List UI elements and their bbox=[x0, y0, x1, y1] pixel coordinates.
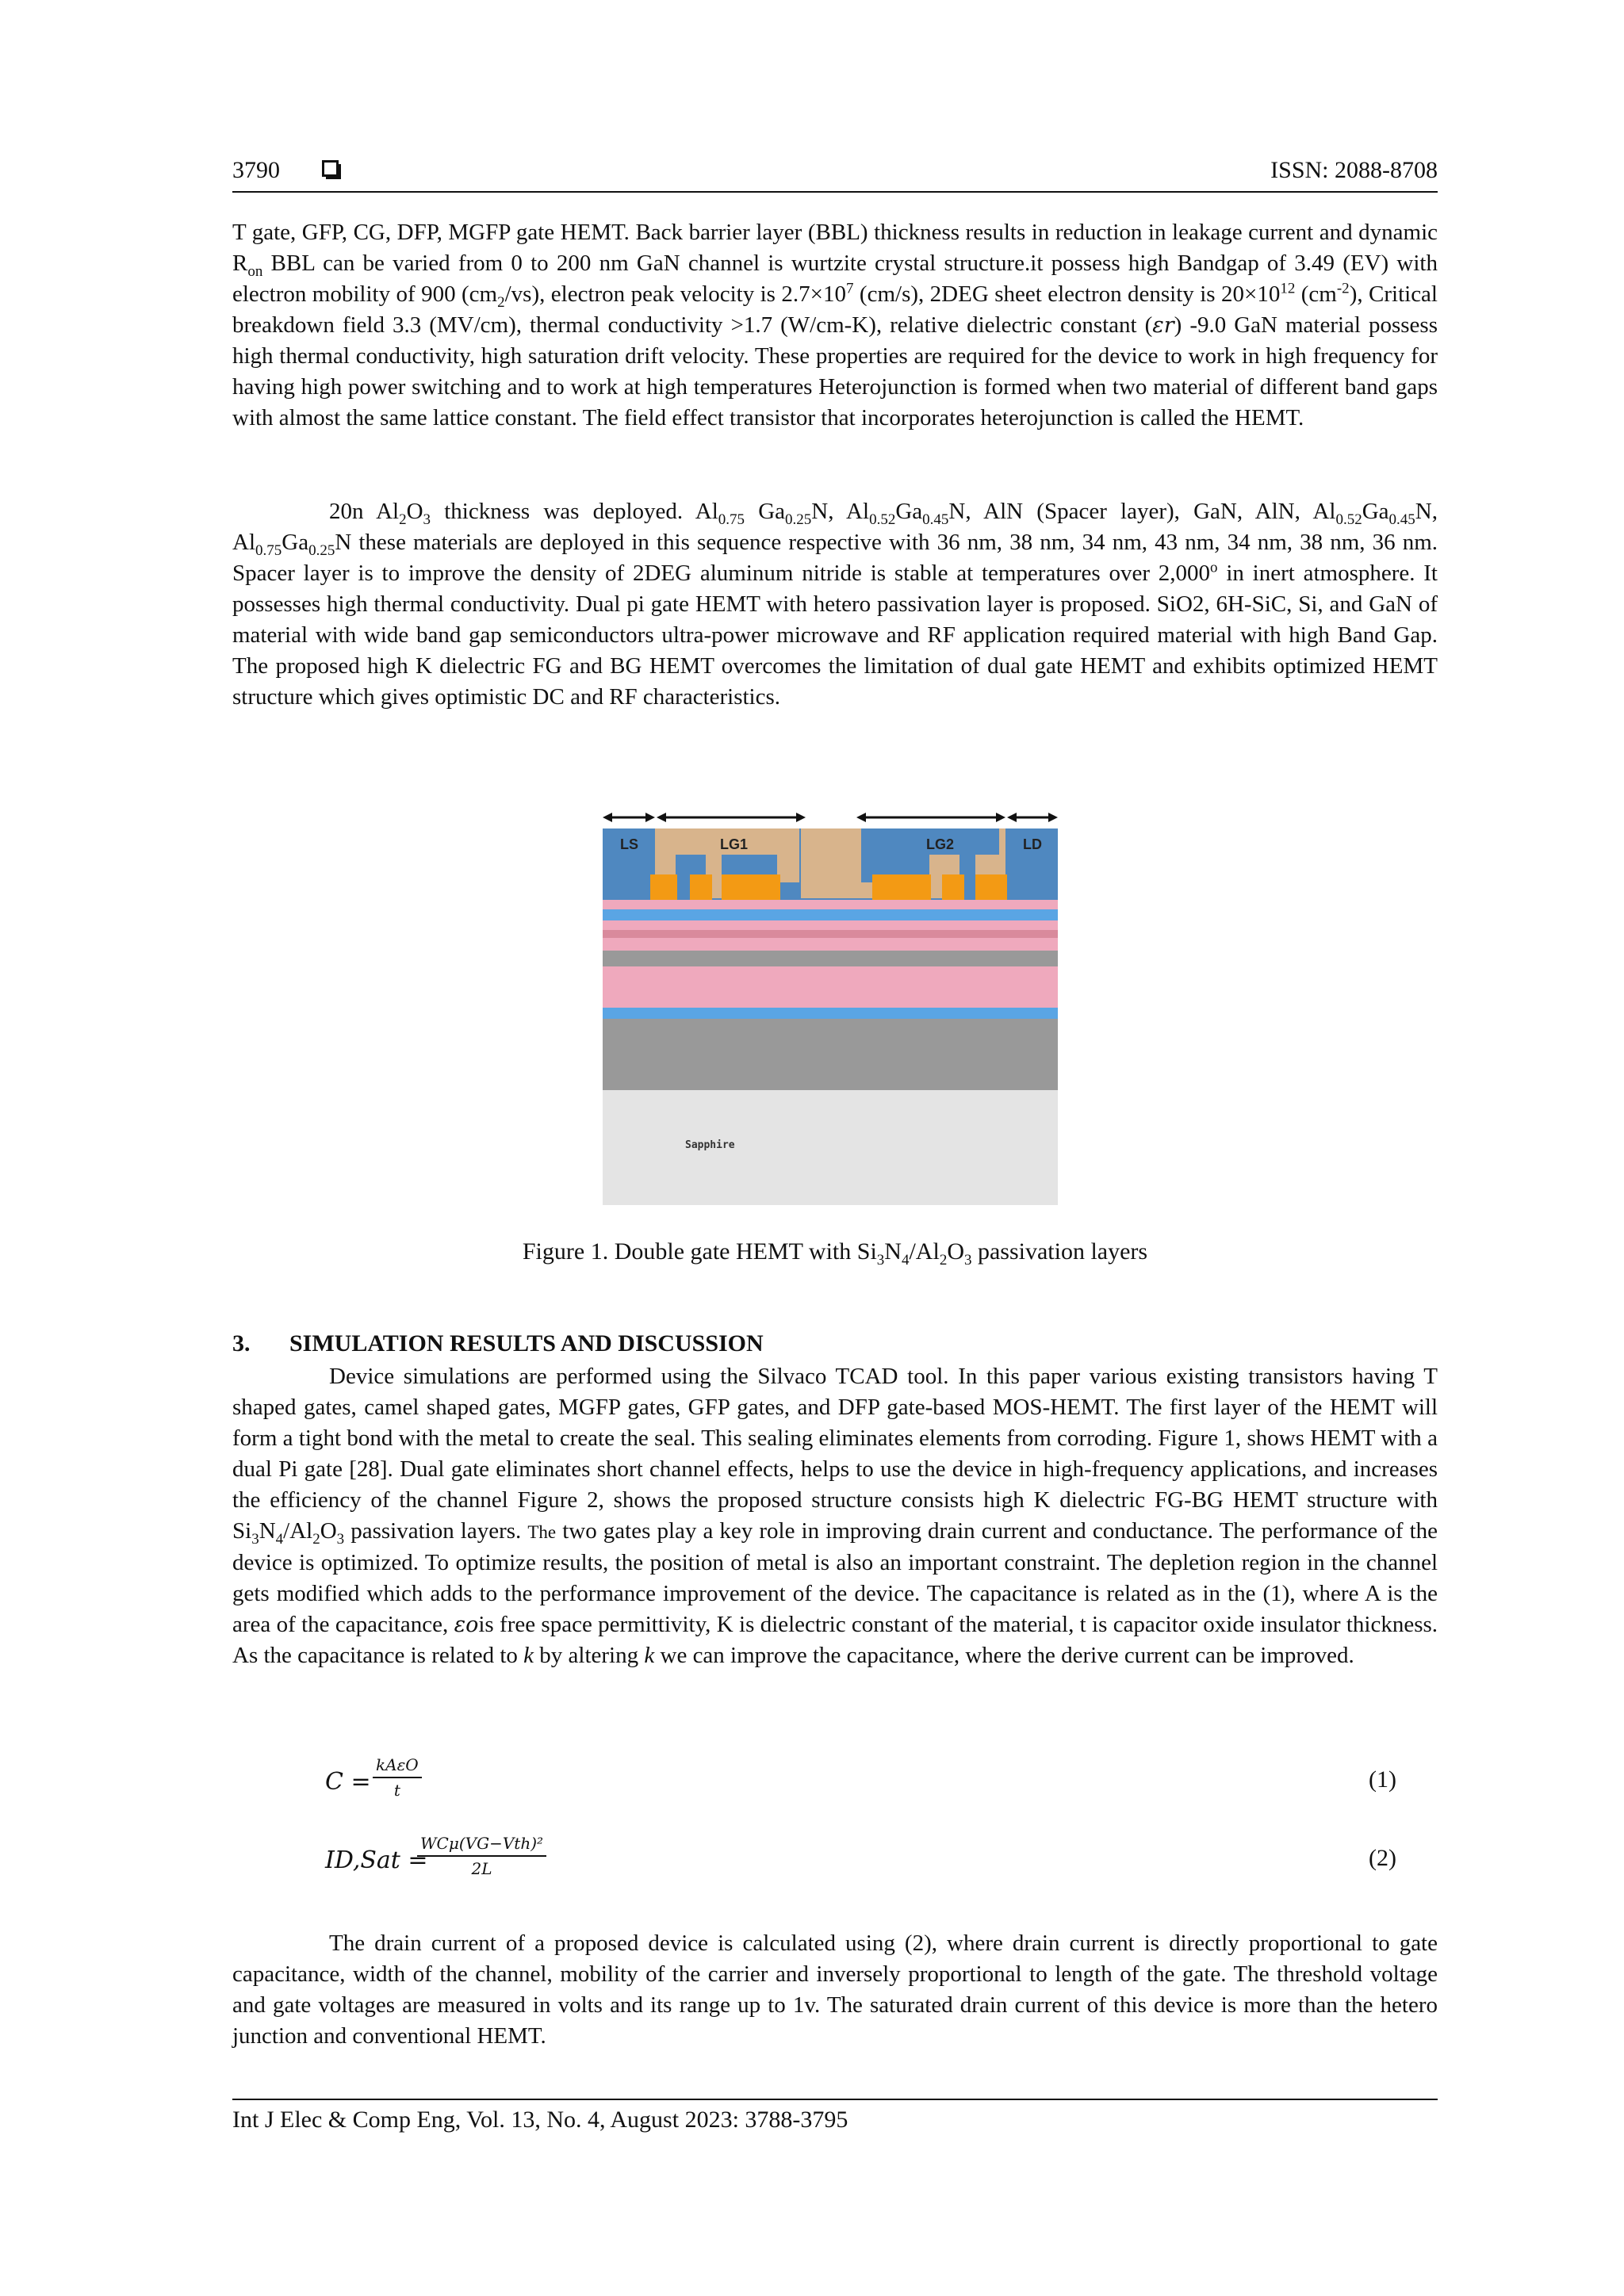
eq2-fraction bbox=[417, 1834, 546, 1878]
label-lg1: LG1 bbox=[720, 836, 749, 852]
layer-gray-1 bbox=[603, 951, 1058, 966]
equation-1 bbox=[325, 1755, 1438, 1811]
gate2-foot-mid bbox=[942, 874, 964, 901]
paragraph-intro: T gate, GFP, CG, DFP, MGFP gate HEMT. Back barrier layer (BBL) thickness results in reduction in leakage current and dynamic $R_{on}$ BBL can be varied from 0 to 200 nm GaN channel is wurtzite crystal structure.it possess high Bandgap of 3.49 (EV) with electron mobility of 900 $(cm_2/vs)$, electron peak velocity is $2.7\times 10^7$ (cm/s), 2DEG sheet electron density is $20\times 10^{12}$ $(cm^{-2})$, Critical breakdown field 3.3 (MV/cm), thermal conductivity >1.7 (W/cm-K), relative dielectric constant (εr) -9.0 GaN material possess high thermal conductivity, high saturation drift velocity. These properties are required for the device to work in high frequency for having high power switching and to work at high temperatures Heterojunction is formed when two material of different band gaps with almost the same lattice constant. The field effect transistor that incorporates heterojunction is called the HEMT. bbox=[232, 220, 1438, 430]
layer-blue-1 bbox=[603, 909, 1058, 920]
hemt-structure-figure bbox=[603, 811, 1058, 1205]
layer-pink-3 bbox=[603, 938, 1058, 951]
eq1-lhs: C = bbox=[325, 1768, 371, 1796]
figure-caption: Figure 1. Double gate HEMT with $Si_3N_4/Al_2O_3$ passivation layers bbox=[522, 1238, 1148, 1269]
section-number: 3. bbox=[232, 1330, 251, 1357]
label-ls: LS bbox=[620, 836, 639, 852]
label-sapphire: Sapphire bbox=[685, 1139, 735, 1151]
epsilon-r-symbol: εr bbox=[1152, 313, 1174, 338]
layer-gray-buffer bbox=[603, 1019, 1058, 1090]
layer-pink-1 bbox=[603, 900, 1058, 909]
paragraph-drain-current: The drain current of a proposed device is calculated using (2), where drain current is directly proportional to gate capacitance, width of the channel, mobility of the carrier and inversely proportional to length of the gate. The threshold voltage and gate voltages are measured in volts and its range up to 1v. The saturated drain current of this device is more than the hetero junction and conventional HEMT. bbox=[232, 1931, 1438, 2049]
layer-pink-2 bbox=[603, 920, 1058, 930]
issn-label: ISSN: 2088-8708 bbox=[1270, 157, 1438, 183]
page-header bbox=[232, 157, 1438, 190]
section-heading bbox=[232, 1330, 764, 1357]
eq1-denominator: t bbox=[393, 1781, 400, 1800]
eq2-numerator: WCμ(VG−Vth)² bbox=[417, 1834, 546, 1857]
label-ld: LD bbox=[1023, 836, 1042, 852]
square-bullet-icon bbox=[322, 160, 339, 177]
eq1-fraction bbox=[373, 1755, 422, 1800]
gate2-foot-left bbox=[872, 874, 931, 901]
eq1-numerator: kAεO bbox=[373, 1755, 422, 1778]
sapphire-substrate bbox=[603, 1090, 1058, 1205]
gate1-foot-right bbox=[722, 874, 780, 901]
eq2-lhs: ID,Sat = bbox=[325, 1846, 428, 1874]
gate2-foot-right bbox=[975, 874, 1007, 901]
page-number: 3790 bbox=[232, 157, 280, 183]
paragraph-materials: 20n $Al_2O_3$ thickness was deployed. $Al_{0.75}$ $Ga_{0.25}N$, $Al_{0.52}Ga_{0.45}N$, AlN (Spacer layer), GaN, AlN, $Al_{0.52}Ga_{0.45}N$, $Al_{0.75}Ga_{0.25}N$ these materials are deployed in this sequence respective with 36 nm, 38 nm, 34 nm, 43 nm, 34 nm, 38 nm, 36 nm. Spacer layer is to improve the density of 2DEG aluminum nitride is stable at temperatures over 2,000$^o$ in inert atmosphere. It possesses high thermal conductivity. Dual pi gate HEMT with hetero passivation layer is proposed. SiO2, 6H-SiC, Si, and GaN of material with wide band gap semiconductors ultra-power microwave and RF application required material with high Band Gap. The proposed high K dielectric FG and BG HEMT overcomes the limitation of dual gate HEMT and exhibits optimized HEMT structure which gives optimistic DC and RF characteristics. bbox=[232, 499, 1438, 710]
layer-rose bbox=[603, 930, 1058, 938]
layer-pink-4 bbox=[603, 966, 1058, 1008]
label-lg2: LG2 bbox=[926, 836, 955, 852]
eq2-denominator: 2L bbox=[471, 1859, 492, 1878]
section-title: SIMULATION RESULTS AND DISCUSSION bbox=[289, 1330, 764, 1357]
eq2-number: (2) bbox=[1369, 1845, 1396, 1871]
epsilon-o-symbol: εo bbox=[454, 1613, 479, 1637]
gate1-foot-mid bbox=[690, 874, 712, 901]
gate1-foot-left bbox=[650, 874, 677, 901]
paragraph-simulation: Device simulations are performed using the Silvaco TCAD tool. In this paper various existing transistors having T shaped gates, camel shaped gates, MGFP gates, GFP gates, and DFP gate-based MOS-HEMT. The first layer of the HEMT will form a tight bond with the metal to create the seal. This sealing eliminates elements from corroding. Figure 1, shows HEMT with a dual Pi gate [28]. Dual gate eliminates short channel effects, helps to use the device in high-frequency applications, and increases the efficiency of the channel Figure 2, shows the proposed structure consists high K dielectric FG-BG HEMT structure with $Si_3N_4/Al_2O_3$ passivation layers. The two gates play a key role in improving drain current and conductance. The performance of the device is optimized. To optimize results, the position of metal is also an important constraint. The depletion region in the channel gets modified which adds to the performance improvement of the device. The capacitance is related as in the (1), where A is the area of the capacitance, εois free space permittivity, K is dielectric constant of the material, t is capacitor oxide insulator thickness. As the capacitance is related to k by altering k we can improve the capacitance, where the derive current can be improved. bbox=[232, 1364, 1438, 1668]
footer-rule bbox=[232, 2099, 1438, 2100]
hemt-cross-section-diagram bbox=[603, 811, 1058, 1205]
header-rule bbox=[232, 191, 1438, 193]
eq1-number: (1) bbox=[1369, 1766, 1396, 1793]
page-footer: Int J Elec & Comp Eng, Vol. 13, No. 4, August 2023: 3788-3795 bbox=[232, 2107, 848, 2133]
layer-blue-2 bbox=[603, 1008, 1058, 1019]
equation-2 bbox=[325, 1834, 1438, 1889]
